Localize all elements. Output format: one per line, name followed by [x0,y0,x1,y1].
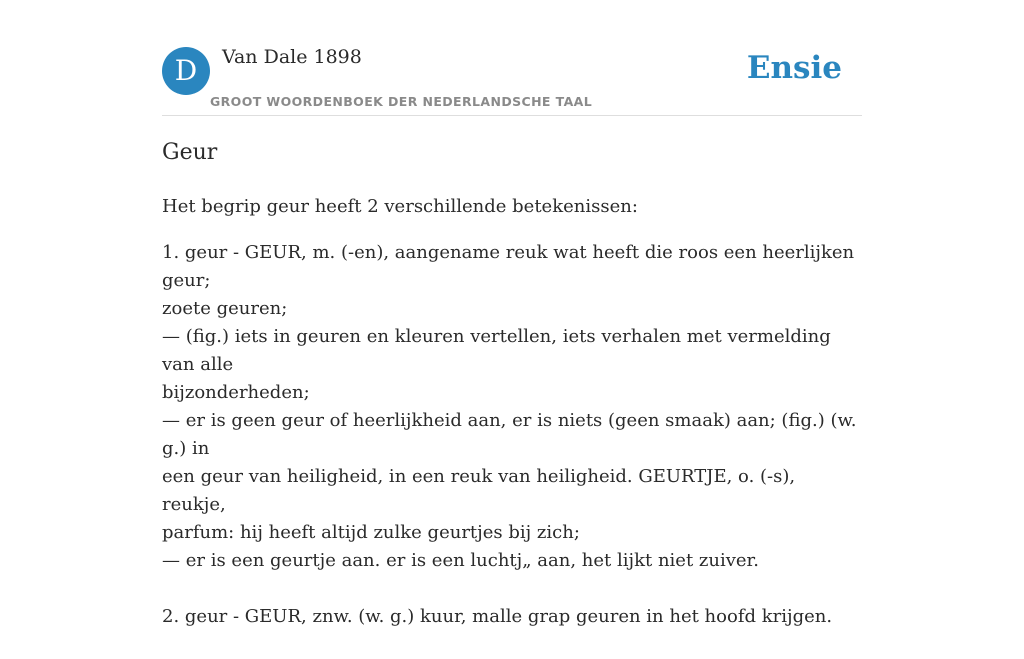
dictionary-logo[interactable]: D [162,47,210,95]
definition-1 [162,239,862,575]
definition-line: 2. geur - GEUR, znw. (w. g.) kuur, malle grap geuren in het hoofd krijgen. [162,606,833,627]
definition-line: een geur van heiligheid, in een reuk van heiligheid. GEURTJE, o. (-s), reukje, [162,466,796,515]
dictionary-subtitle: GROOT WOORDENBOEK DER NEDERLANDSCHE TAAL [210,94,593,109]
definition-2 [162,603,862,631]
definition-line: — er is een geurtje aan. er is een luchtj„ aan, het lijkt niet zuiver. [162,550,759,571]
intro-text: Het begrip geur heeft 2 verschillende betekenissen: [162,196,638,217]
dictionary-title[interactable]: Van Dale 1898 [222,46,362,68]
site-header [162,0,862,116]
page-container [162,0,862,627]
page-title: Geur [162,140,218,165]
definition-line: 1. geur - GEUR, m. (-en), aangename reuk wat heeft die roos een heerlijken geur; [162,242,855,291]
definition-line: bijzonderheden; [162,382,310,403]
definition-list [162,239,862,659]
definition-line: — er is geen geur of heerlijkheid aan, er is niets (geen smaak) aan; (fig.) (w. g.) in [162,410,857,459]
ensie-logo-link[interactable]: Ensie [746,50,842,86]
definition-line: — (fig.) iets in geuren en kleuren vertellen, iets verhalen met vermelding van alle [162,326,831,375]
definition-line: parfum: hij heeft altijd zulke geurtjes bij zich; [162,522,580,543]
definition-line: zoete geuren; [162,298,288,319]
